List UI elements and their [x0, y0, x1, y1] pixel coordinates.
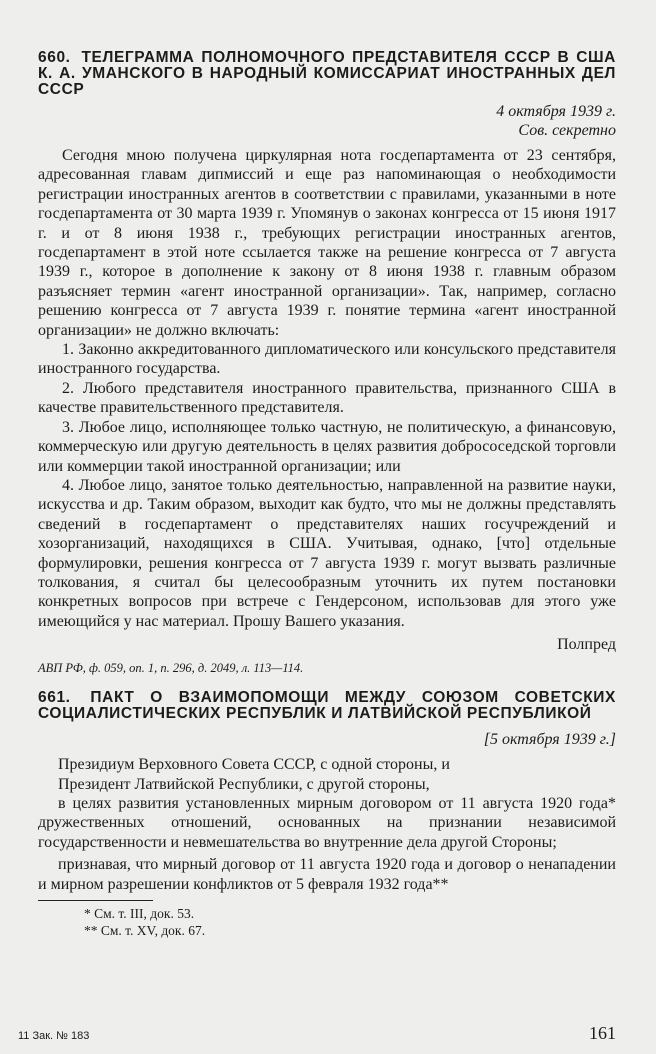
- document-body: [38, 146, 616, 631]
- paragraph: признавая, что мирный договор от 11 августа 1920 года и договор о ненападении и мирном разрешении конфликтов от 5 февраля 1932 года**: [38, 856, 616, 893]
- document-date: 4 октября 1939 г.: [496, 103, 616, 120]
- printer-signature-mark: 11 Зак. № 183: [18, 1030, 90, 1042]
- footnote: ** См. т. XV, док. 67.: [84, 923, 206, 938]
- paragraph: Сегодня мною получена циркулярная нота госдепартамента от 23 сентября, адресованная главам дипмиссий и еще раз напоминающая о необходимости регистрации иностранных агентов в соответствии с правилами, указанными в ноте госдепартамента от 30 марта 1939 г. Упомянув о законах конгресса от 15 июня 1917 г. и от 8 июня 1938 г., требующих регистрации иностранных агентов, госдепартамент в этой ноте ссылается также на решение конгресса от 7 августа 1939 г., которое в дополнение к закону от 8 июня 1938 г. главным образом разъясняет термин «агент иностранной организации». Так, например, согласно решению конгресса от 7 августа 1939 г. понятие термина «агент иностранной организации» не должно включать:: [38, 147, 616, 339]
- page-footer: [0, 1023, 656, 1044]
- page-number: 161: [589, 1023, 616, 1043]
- paragraph: 3. Любое лицо, исполняющее только частную, не политическую, а финансовую, коммерческую или другую деятельность в целях развития добрососедской торговли или коммерции такой иностранной организации; или: [38, 418, 616, 475]
- document-660: [38, 50, 616, 676]
- paragraph: Президиум Верховного Совета СССР, с одной стороны, и: [58, 756, 450, 774]
- footnotes: [38, 905, 616, 939]
- document-date: [5 октября 1939 г.]: [483, 731, 616, 749]
- footnote-divider: [38, 900, 153, 901]
- paragraph: 4. Любое лицо, занятое только деятельностью, направленной на развитие науки, искусства и др. Таким образом, выходит как будто, что мы не должны представлять сведений в госдепартамент о представителях наших госучреждений и хозорганизаций, находящихся в США. Учитывая, однако, [что] отдельные формулировки, решения конгресса от 7 августа 1939 г. могут вызвать различные толкования, я считал бы целесообразным уточнить их путем постановки конкретных вопросов при встрече с Гендерсоном, использовав для этого уже имеющийся у нас материал. Прошу Вашего указания.: [38, 476, 616, 630]
- document-number: 661.: [38, 689, 71, 707]
- document-title: ПАКТ О ВЗАИМОПОМОЩИ МЕЖДУ СОЮЗОМ СОВЕТСКИХ СОЦИАЛИСТИЧЕСКИХ РЕСПУБЛИК И ЛАТВИЙСКОЙ РЕСПУБЛИКОЙ: [38, 689, 616, 723]
- document-661-heading: [38, 690, 616, 722]
- paragraph: Президент Латвийской Республики, с другой стороны,: [58, 775, 430, 793]
- archive-source: АВП РФ, ф. 059, оп. 1, п. 296, д. 2049, л. 113—114.: [38, 661, 304, 676]
- paragraph: в целях развития установленных мирным договором от 11 августа 1920 года* дружественных отношений, основанных на признании независимой государственности и невмешательства во внутренние дела другой Стороны;: [38, 794, 616, 851]
- document-660-heading: [38, 50, 616, 98]
- footnote: * См. т. III, док. 53.: [84, 906, 195, 921]
- treaty-text: [38, 755, 616, 894]
- document-title: ТЕЛЕГРАММА ПОЛНОМОЧНОГО ПРЕДСТАВИТЕЛЯ СССР В США К. А. УМАНСКОГО В НАРОДНЫЙ КОМИССАРИАТ ИНОСТРАННЫХ ДЕЛ СССР: [38, 49, 616, 98]
- classification-mark: Сов. секретно: [518, 122, 616, 139]
- document-661: [38, 690, 616, 939]
- paragraph: 1. Законно аккредитованного дипломатического или консульского представителя иностранного государства.: [38, 341, 616, 378]
- document-number: 660.: [38, 49, 71, 66]
- paragraph: 2. Любого представителя иностранного правительства, признанного США в качестве правительственного представителя.: [38, 379, 616, 417]
- signature: Полпред: [557, 636, 616, 654]
